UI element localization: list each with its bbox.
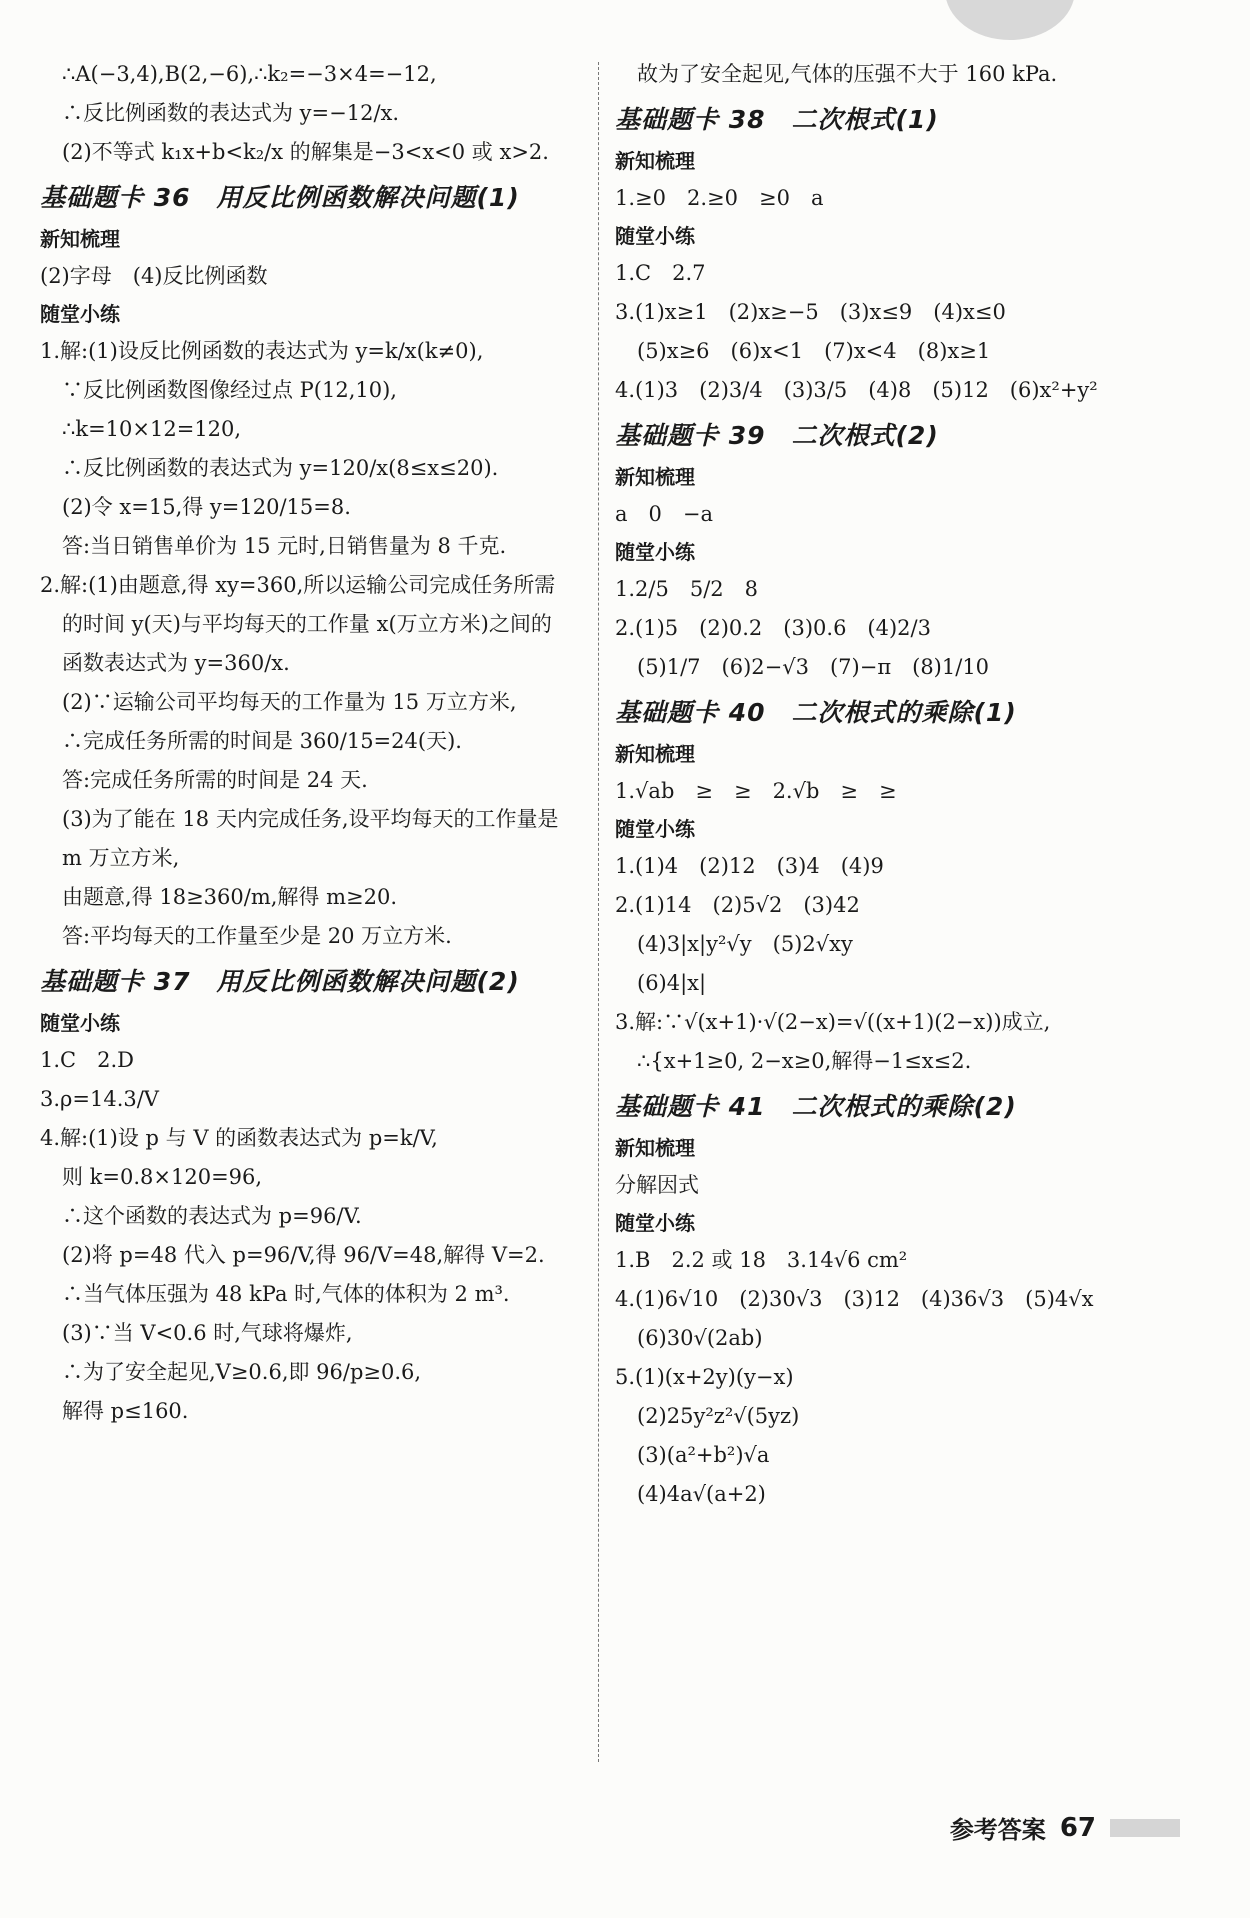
answer-line: (3)(a²+b²)√a	[637, 1443, 770, 1467]
answer-line: 2.(1)14 (2)5√2 (3)42	[615, 893, 860, 917]
answer-line: (3)为了能在 18 天内完成任务,设平均每天的工作量是	[62, 807, 559, 831]
section-heading: 基础题卡 37 用反比例函数解决问题(2)	[40, 967, 520, 996]
answer-line: (2)25y²z²√(5yz)	[637, 1404, 800, 1428]
answer-line: (6)4|x|	[637, 971, 707, 995]
answer-line: 3.ρ=14.3/V	[40, 1087, 159, 1111]
answer-line: 2.(1)5 (2)0.2 (3)0.6 (4)2/3	[615, 616, 931, 640]
answer-line: 1.C 2.D	[40, 1048, 134, 1072]
answer-line: (3)∵当 V<0.6 时,气球将爆炸,	[62, 1321, 353, 1345]
answer-line: 1.2/5 5/2 8	[615, 577, 758, 601]
answer-line: 3.解:∵√(x+1)·√(2−x)=√((x+1)(2−x))成立,	[615, 1010, 1051, 1034]
section-heading: 基础题卡 41 二次根式的乘除(2)	[615, 1092, 1017, 1121]
page-number: 67	[1059, 1812, 1096, 1843]
answer-line: 4.解:(1)设 p 与 V 的函数表达式为 p=k/V,	[40, 1126, 438, 1150]
subsection-heading: 随堂小练	[615, 817, 695, 841]
section-heading: 基础题卡 39 二次根式(2)	[615, 421, 939, 450]
subsection-heading: 新知梳理	[615, 742, 695, 766]
answer-line: 4.(1)6√10 (2)30√3 (3)12 (4)36√3 (5)4√x	[615, 1287, 1094, 1311]
answer-line: 1.C 2.7	[615, 261, 706, 285]
answer-line: 故为了安全起见,气体的压强不大于 160 kPa.	[637, 62, 1058, 86]
subsection-heading: 随堂小练	[615, 1211, 695, 1235]
subsection-heading: 新知梳理	[615, 149, 695, 173]
subsection-heading: 随堂小练	[40, 302, 120, 326]
answer-line: ∴这个函数的表达式为 p=96/V.	[62, 1204, 362, 1228]
footer-bar-decoration	[1110, 1819, 1180, 1837]
subsection-heading: 随堂小练	[40, 1011, 120, 1035]
answer-line: (2)∵运输公司平均每天的工作量为 15 万立方米,	[62, 690, 517, 714]
subsection-heading: 新知梳理	[615, 465, 695, 489]
answer-line: 5.(1)(x+2y)(y−x)	[615, 1365, 794, 1389]
page-footer	[950, 1810, 1180, 1845]
answer-line: 答:平均每天的工作量至少是 20 万立方米.	[62, 924, 452, 948]
answer-line: ∴反比例函数的表达式为 y=−12/x.	[62, 101, 400, 125]
corner-tab-decoration	[945, 0, 1075, 40]
answer-line: a 0 −a	[615, 502, 713, 526]
answer-line: 的时间 y(天)与平均每天的工作量 x(万立方米)之间的	[62, 612, 552, 636]
answer-line: (5)x≥6 (6)x<1 (7)x<4 (8)x≥1	[637, 339, 991, 363]
answer-line: (2)令 x=15,得 y=120/15=8.	[62, 495, 351, 519]
answer-line: ∴A(−3,4),B(2,−6),∴k₂=−3×4=−12,	[62, 62, 437, 86]
subsection-heading: 新知梳理	[40, 227, 120, 251]
section-heading: 基础题卡 36 用反比例函数解决问题(1)	[40, 183, 520, 212]
answer-line: 函数表达式为 y=360/x.	[62, 651, 290, 675]
answer-line: 答:当日销售单价为 15 元时,日销售量为 8 千克.	[62, 534, 507, 558]
answer-line: 4.(1)3 (2)3/4 (3)3/5 (4)8 (5)12 (6)x²+y²	[615, 378, 1098, 402]
answer-line: ∴{x+1≥0, 2−x≥0,解得−1≤x≤2.	[637, 1049, 972, 1073]
answer-line: 答:完成任务所需的时间是 24 天.	[62, 768, 368, 792]
answer-line: 由题意,得 18≥360/m,解得 m≥20.	[62, 885, 397, 909]
answer-line: (5)1/7 (6)2−√3 (7)−π (8)1/10	[637, 655, 990, 679]
answer-line: 1.解:(1)设反比例函数的表达式为 y=k/x(k≠0),	[40, 339, 484, 363]
footer-label: 参考答案	[949, 1816, 1046, 1844]
answer-line: m 万立方米,	[62, 846, 180, 870]
subsection-heading: 新知梳理	[615, 1136, 695, 1160]
answer-line: (6)30√(2ab)	[637, 1326, 763, 1350]
right-column	[615, 60, 1215, 1519]
answer-line: 1.≥0 2.≥0 ≥0 a	[615, 186, 824, 210]
subsection-heading: 随堂小练	[615, 540, 695, 564]
answer-line: 1.√ab ≥ ≥ 2.√b ≥ ≥	[615, 779, 897, 803]
answer-line: (4)3|x|y²√y (5)2√xy	[637, 932, 853, 956]
answer-line: ∴完成任务所需的时间是 360/15=24(天).	[62, 729, 462, 753]
answer-line: ∴反比例函数的表达式为 y=120/x(8≤x≤20).	[62, 456, 499, 480]
answer-line: ∴k=10×12=120,	[62, 417, 242, 441]
answer-line: 3.(1)x≥1 (2)x≥−5 (3)x≤9 (4)x≤0	[615, 300, 1006, 324]
answer-line: 则 k=0.8×120=96,	[62, 1165, 263, 1189]
answer-line: 2.解:(1)由题意,得 xy=360,所以运输公司完成任务所需	[40, 573, 556, 597]
left-column	[40, 60, 580, 1436]
answer-line: (4)4a√(a+2)	[637, 1482, 766, 1506]
answer-line: ∴当气体压强为 48 kPa 时,气体的体积为 2 m³.	[62, 1282, 510, 1306]
answer-line: ∵反比例函数图像经过点 P(12,10),	[62, 378, 397, 402]
answer-line: (2)将 p=48 代入 p=96/V,得 96/V=48,解得 V=2.	[62, 1243, 545, 1267]
answer-line: 1.B 2.2 或 18 3.14√6 cm²	[615, 1248, 908, 1272]
answer-line: (2)字母 (4)反比例函数	[40, 264, 268, 288]
answer-line: (2)不等式 k₁x+b<k₂/x 的解集是−3<x<0 或 x>2.	[62, 140, 549, 164]
section-heading: 基础题卡 40 二次根式的乘除(1)	[615, 698, 1017, 727]
subsection-heading: 随堂小练	[615, 224, 695, 248]
section-heading: 基础题卡 38 二次根式(1)	[615, 105, 939, 134]
answer-line: 解得 p≤160.	[62, 1399, 189, 1423]
answer-line: 分解因式	[615, 1173, 699, 1197]
column-divider	[598, 62, 599, 1762]
answer-line: 1.(1)4 (2)12 (3)4 (4)9	[615, 854, 884, 878]
answer-line: ∴为了安全起见,V≥0.6,即 96/p≥0.6,	[62, 1360, 422, 1384]
